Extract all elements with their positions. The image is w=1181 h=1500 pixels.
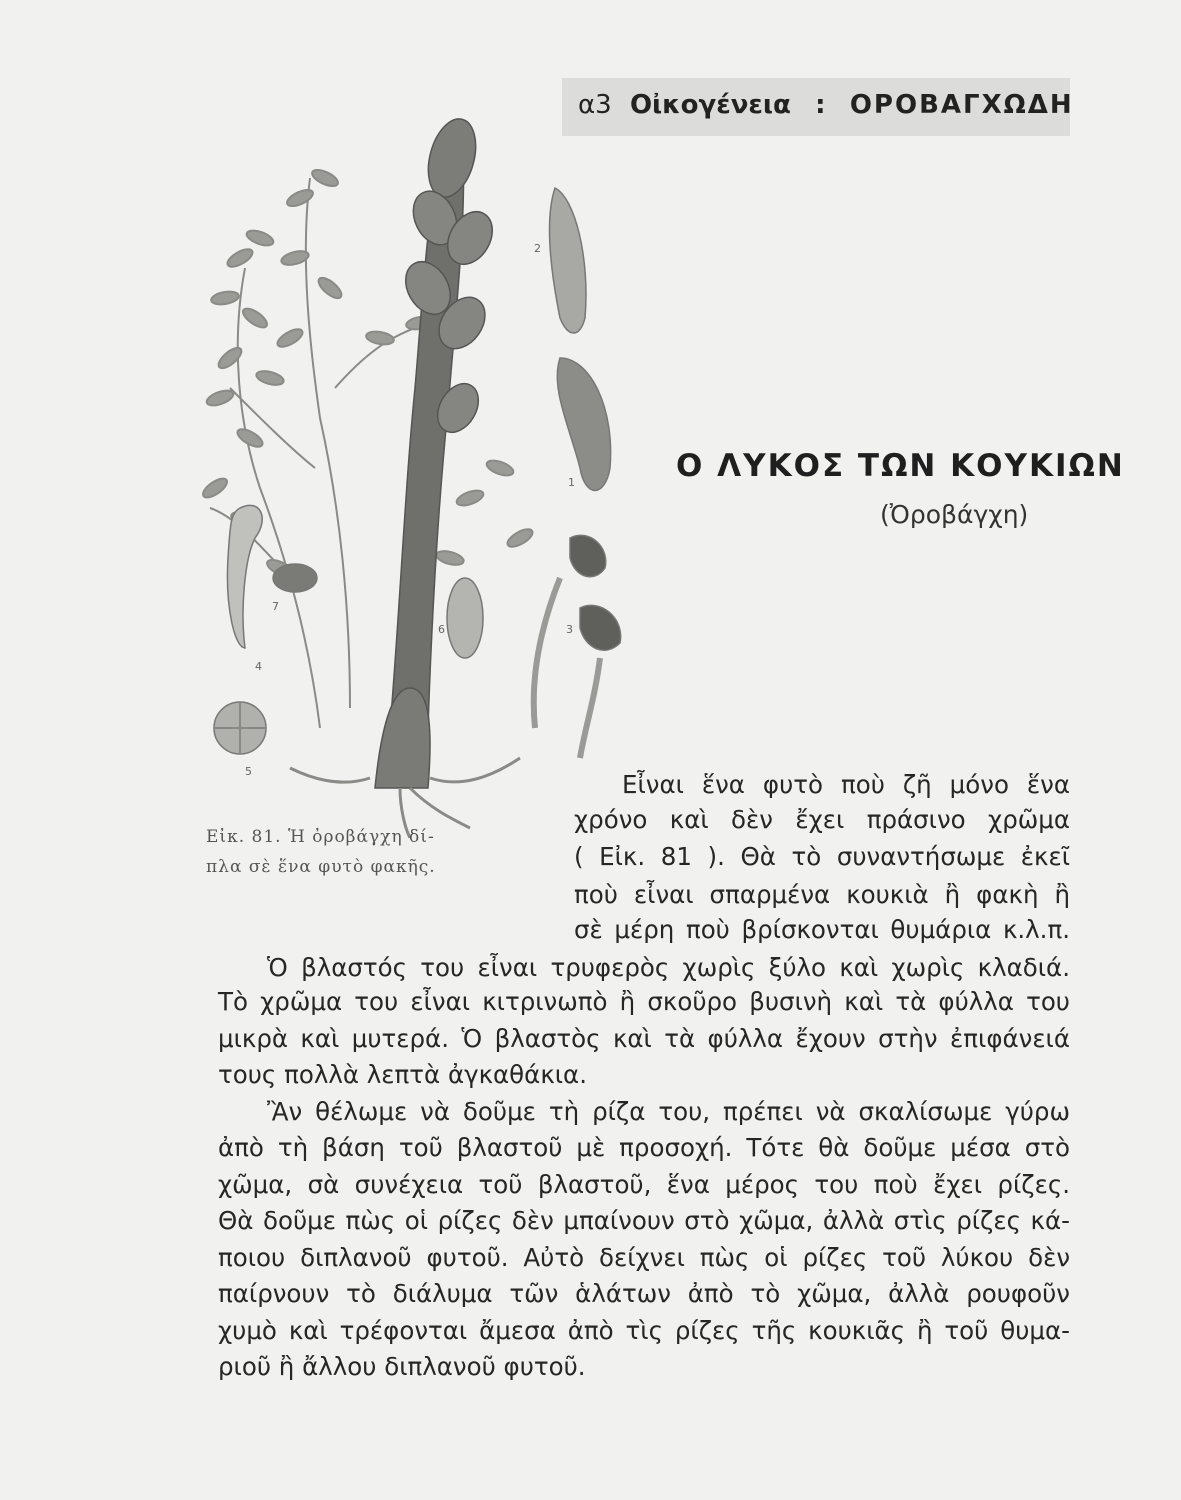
figure-label-6: 6 — [438, 623, 445, 636]
caption-line: Εἰκ. 81. Ἡ ὀροβάγχη δί- — [206, 827, 435, 847]
body-line: Ἂν θέλωμε νὰ δοῦμε τὴ ρίζα του, πρέπει νὰ σκαλίσωμε γύρω — [267, 1097, 1070, 1126]
body-line: Ὁ βλαστός του εἶναι τρυφερὸς χωρὶς ξύλο καὶ χωρὶς κλαδιά. — [267, 953, 1070, 982]
body-line: χυμὸ καὶ τρέφονται ἄμεσα ἀπὸ τὶς ρίζες τῆς κουκιᾶς ἢ τοῦ θυμα- — [218, 1316, 1070, 1345]
figure-label-2: 2 — [534, 242, 541, 255]
body-line: ποιου διπλανοῦ φυτοῦ. Αὐτὸ δείχνει πὼς οἱ ρίζες τοῦ λύκου δὲν — [218, 1243, 1070, 1272]
figure-label-1: 1 — [568, 476, 575, 489]
body-line: Τὸ χρῶμα του εἶναι κιτρινωπὸ ἢ σκοῦρο βυσινὴ καὶ τὰ φύλλα του — [218, 987, 1070, 1016]
article-title: Ο ΛΥΚΟΣ ΤΩΝ ΚΟΥΚΙΩΝ — [676, 448, 1125, 484]
body-line: ( Εἰκ. 81 ). Θὰ τὸ συναντήσωμε ἐκεῖ — [574, 842, 1070, 871]
body-line: σὲ μέρη ποὺ βρίσκονται θυμάρια κ.λ.π. — [574, 915, 1070, 944]
article-subtitle: (Ὀροβάγχη) — [880, 500, 1029, 529]
figure-label-7: 7 — [272, 600, 279, 613]
broomrape-plant-drawing — [290, 114, 520, 838]
body-line: χρόνο καὶ δὲν ἔχει πράσινο χρῶμα — [574, 805, 1070, 834]
chapter-code: α3 — [578, 90, 612, 120]
botanical-illustration — [200, 88, 660, 838]
body-line: Θὰ δοῦμε πὼς οἱ ρίζες δὲν μπαίνουν στὸ χῶμα, ἀλλὰ στὶς ρίζες κά- — [218, 1206, 1070, 1235]
family-label: Οἰκογένεια — [629, 90, 791, 120]
body-line: χῶμα, σὰ συνέχεια τοῦ βλαστοῦ, ἕνα μέρος του ποὺ ἔχει ρίζες. — [218, 1170, 1070, 1199]
body-line: παίρνουν τὸ διάλυμα τῶν ἁλάτων ἀπὸ τὸ χῶμα, ἀλλὰ ρουφοῦν — [218, 1279, 1070, 1308]
body-line: μικρὰ καὶ μυτερά. Ὁ βλαστὸς καὶ τὰ φύλλα ἔχουν στὴν ἐπιφάνειά — [218, 1024, 1070, 1053]
body-line: Εἶναι ἕνα φυτὸ ποὺ ζῆ μόνο ἕνα — [622, 770, 1070, 799]
family-name: ΟΡΟΒΑΓΧΩΔΗ — [849, 90, 1074, 120]
body-line: ποὺ εἶναι σπαρμένα κουκιὰ ἢ φακὴ ἢ — [574, 880, 1070, 909]
figure-label-5: 5 — [245, 765, 252, 778]
figure-label-3: 3 — [566, 623, 573, 636]
figure-caption — [206, 822, 506, 882]
body-line: ἀπὸ τὴ βάση τοῦ βλαστοῦ μὲ προσοχή. Τότε θὰ δοῦμε μέσα στὸ — [218, 1133, 1070, 1162]
caption-line: πλα σὲ ἕνα φυτὸ φακῆς. — [206, 857, 436, 877]
figure-label-4: 4 — [255, 660, 262, 673]
body-line: ριοῦ ἢ ἄλλου διπλανοῦ φυτοῦ. — [218, 1352, 586, 1381]
body-line: τους πολλὰ λεπτὰ ἀγκαθάκια. — [218, 1060, 587, 1089]
header-separator: : — [815, 90, 826, 120]
